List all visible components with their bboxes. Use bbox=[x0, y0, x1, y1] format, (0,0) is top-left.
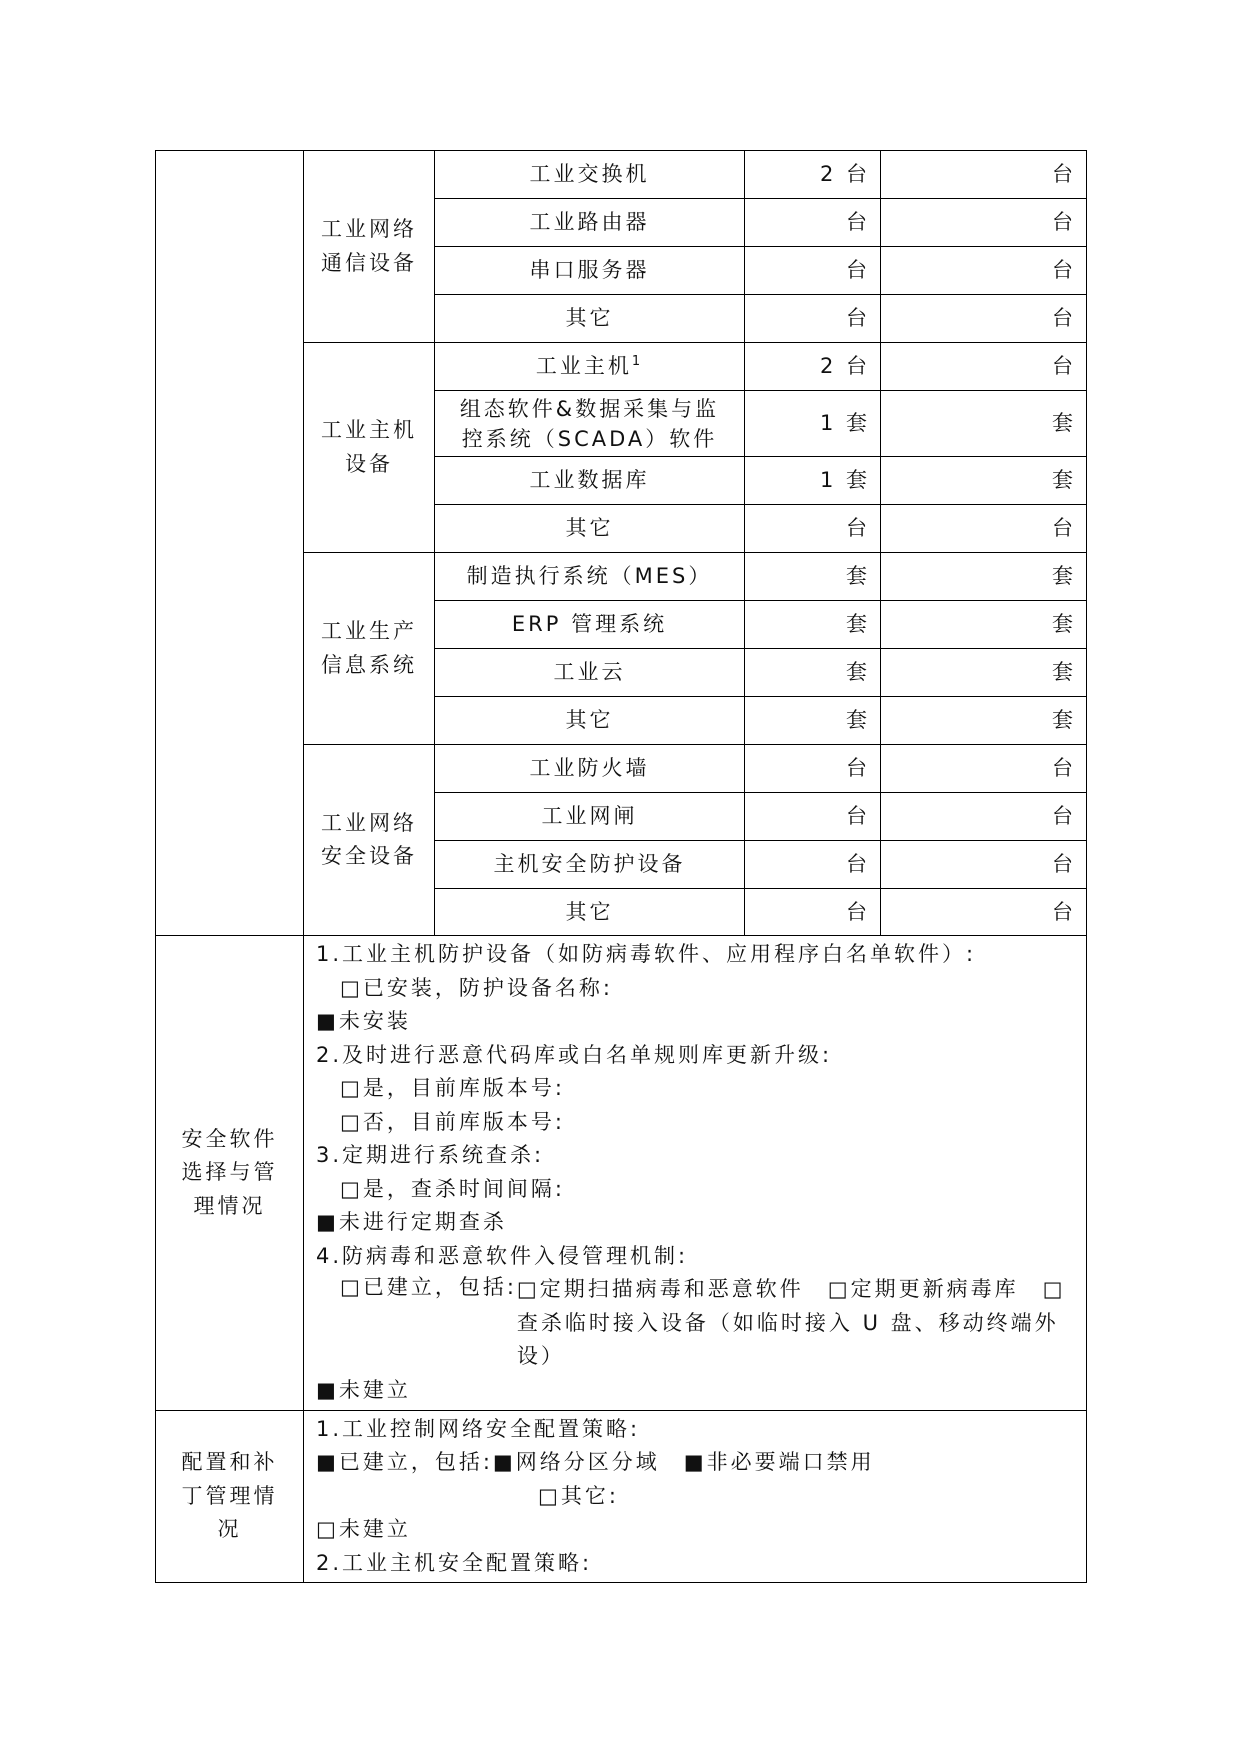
option-not-established[interactable]: ■未建立 bbox=[316, 1378, 411, 1402]
item-count: 2 台 bbox=[745, 151, 881, 199]
question-1: 1.工业主机防护设备（如防病毒软件、应用程序白名单软件）: bbox=[316, 942, 977, 966]
item-count: 台 bbox=[745, 889, 881, 936]
group-cell: 工业生产 信息系统 bbox=[304, 553, 435, 745]
option-yes[interactable]: □是，目前库版本号: bbox=[340, 1076, 565, 1100]
item-unit: 台 bbox=[881, 889, 1087, 936]
option-no[interactable]: □否，目前库版本号: bbox=[340, 1109, 565, 1134]
item-count: 2 台 bbox=[745, 343, 881, 391]
item-unit: 台 bbox=[881, 199, 1087, 247]
item-name: 工业云 bbox=[435, 649, 745, 697]
item-name: 工业数据库 bbox=[435, 457, 745, 505]
question-3: 3.定期进行系统查杀: bbox=[316, 1143, 545, 1167]
section-content bbox=[304, 936, 1087, 1411]
group-cell: 工业主机 设备 bbox=[304, 343, 435, 553]
option-installed[interactable]: □已安装，防护设备名称: bbox=[340, 975, 613, 1000]
item-unit: 台 bbox=[881, 745, 1087, 793]
item-count: 台 bbox=[745, 745, 881, 793]
item-count: 套 bbox=[745, 601, 881, 649]
item-name: 其它 bbox=[435, 889, 745, 936]
item-count: 套 bbox=[745, 649, 881, 697]
group-cell: 工业网络 安全设备 bbox=[304, 745, 435, 936]
option-not-established[interactable]: □未建立 bbox=[316, 1517, 411, 1541]
item-name: 其它 bbox=[435, 697, 745, 745]
item-unit: 套 bbox=[881, 649, 1087, 697]
item-name: 工业交换机 bbox=[435, 151, 745, 199]
item-name: 其它 bbox=[435, 295, 745, 343]
section-row-config-patch bbox=[156, 1410, 1087, 1583]
item-unit: 套 bbox=[881, 553, 1087, 601]
item-count: 台 bbox=[745, 295, 881, 343]
item-name: 工业主机$^1$ bbox=[435, 343, 745, 391]
item-name: 工业防火墙 bbox=[435, 745, 745, 793]
item-name: 其它 bbox=[435, 505, 745, 553]
group-cell: 工业网络 通信设备 bbox=[304, 151, 435, 343]
item-name: ERP 管理系统 bbox=[435, 601, 745, 649]
item-count: 台 bbox=[745, 505, 881, 553]
section-content bbox=[304, 1410, 1087, 1583]
item-count: 套 bbox=[745, 697, 881, 745]
option-not-installed[interactable]: ■未安装 bbox=[316, 1009, 411, 1033]
option-items: ■网络分区分域 ■非必要端口禁用 bbox=[492, 1450, 875, 1474]
item-unit: 台 bbox=[881, 793, 1087, 841]
option-other[interactable]: □其它: bbox=[538, 1483, 619, 1508]
section-title: 配置和补 丁管理情 况 bbox=[156, 1410, 304, 1583]
item-unit: 套 bbox=[881, 697, 1087, 745]
security-survey-table bbox=[155, 150, 1087, 1583]
option-established[interactable]: □已建立，包括: □定期扫描病毒和恶意软件 □定期更新病毒库 □查杀临时接入设备（如临时接入 U 盘、移动终端外设） bbox=[316, 1273, 1084, 1374]
item-unit: 台 bbox=[881, 841, 1087, 889]
item-count: 台 bbox=[745, 247, 881, 295]
item-unit: 套 bbox=[881, 391, 1087, 457]
question-2: 2.及时进行恶意代码库或白名单规则库更新升级: bbox=[316, 1042, 833, 1067]
item-unit: 套 bbox=[881, 601, 1087, 649]
footnote-marker: 1 bbox=[631, 354, 644, 370]
item-unit: 台 bbox=[881, 343, 1087, 391]
item-name: 串口服务器 bbox=[435, 247, 745, 295]
item-unit: 台 bbox=[881, 295, 1087, 343]
question-1: 1.工业控制网络安全配置策略: bbox=[316, 1416, 641, 1441]
option-items: □定期扫描病毒和恶意软件 □定期更新病毒库 □查杀临时接入设备（如临时接入 U 盘、移动终端外设） bbox=[516, 1277, 1066, 1368]
option-yes[interactable]: □是，查杀时间间隔: bbox=[340, 1176, 565, 1201]
section-title: 安全软件 选择与管 理情况 bbox=[156, 936, 304, 1411]
table-row bbox=[156, 151, 1087, 199]
item-count: 台 bbox=[745, 841, 881, 889]
blank-category-cell bbox=[156, 151, 304, 936]
item-count: 台 bbox=[745, 793, 881, 841]
item-unit: 台 bbox=[881, 505, 1087, 553]
item-count: 台 bbox=[745, 199, 881, 247]
item-name: 工业路由器 bbox=[435, 199, 745, 247]
item-name: 制造执行系统（MES） bbox=[435, 553, 745, 601]
question-4: 4.防病毒和恶意软件入侵管理机制: bbox=[316, 1243, 689, 1268]
item-name: 工业网闸 bbox=[435, 793, 745, 841]
item-unit: 台 bbox=[881, 247, 1087, 295]
section-row-security-software bbox=[156, 936, 1087, 1411]
item-unit: 套 bbox=[881, 457, 1087, 505]
item-name: 主机安全防护设备 bbox=[435, 841, 745, 889]
item-count: 套 bbox=[745, 553, 881, 601]
option-no-scan[interactable]: ■未进行定期查杀 bbox=[316, 1210, 507, 1234]
item-unit: 台 bbox=[881, 151, 1087, 199]
item-count: 1 套 bbox=[745, 457, 881, 505]
question-2: 2.工业主机安全配置策略: bbox=[316, 1550, 593, 1575]
item-count: 1 套 bbox=[745, 391, 881, 457]
option-established[interactable]: ■已建立，包括: ■网络分区分域 ■非必要端口禁用 bbox=[316, 1446, 1084, 1480]
item-name: 组态软件&数据采集与监 控系统（SCADA）软件 bbox=[435, 391, 745, 457]
